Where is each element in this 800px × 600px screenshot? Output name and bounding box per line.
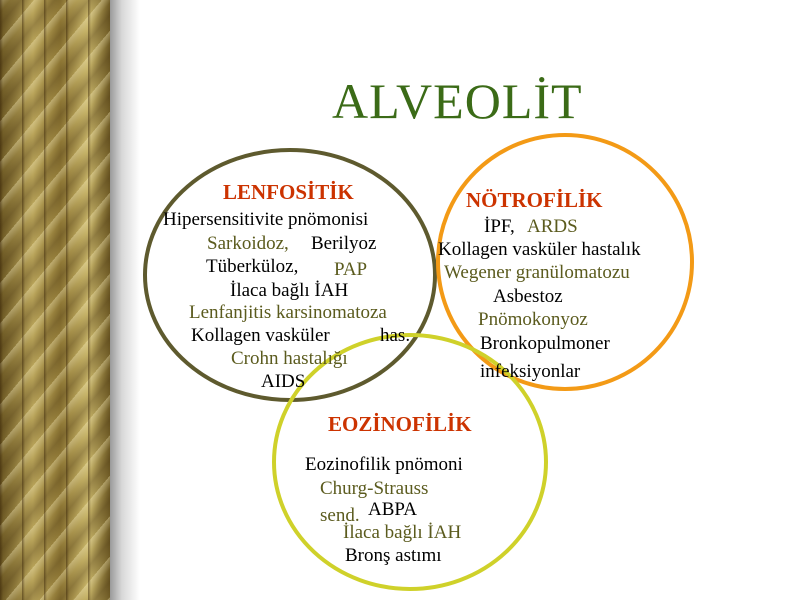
item-pnomokonyoz: Pnömokonyoz: [478, 309, 588, 330]
item-kollagen-notro: Kollagen vasküler hastalık: [438, 239, 641, 260]
item-asbestoz: Asbestoz: [493, 286, 563, 307]
item-ards: ARDS: [527, 216, 578, 237]
item-bronkopulmoner: Bronkopulmoner: [480, 333, 610, 354]
heading-notrofilik: NÖTROFİLİK: [466, 188, 603, 212]
heading-lenfositik: LENFOSİTİK: [223, 180, 354, 204]
item-sarkoidoz: Sarkoidoz,: [207, 233, 289, 254]
item-crohn: Crohn hastalığı: [231, 348, 348, 369]
item-churg-strauss: Churg-Strauss: [320, 478, 429, 499]
item-hipersensitivite: Hipersensitivite pnömonisi: [163, 209, 369, 230]
item-ilaca-eoz: İlaca bağlı İAH: [343, 522, 462, 543]
item-lenfanjitis: Lenfanjitis karsinomatoza: [189, 302, 387, 323]
item-ilaca-lenf: İlaca bağlı İAH: [230, 280, 349, 301]
item-ipf: İPF,: [484, 216, 515, 237]
slide-title: ALVEOLİT: [332, 73, 583, 129]
item-brons-astimi: Bronş astımı: [345, 545, 442, 566]
heading-eozinofilik: EOZİNOFİLİK: [328, 412, 472, 436]
item-wegener: Wegener granülomatozu: [444, 262, 630, 283]
item-pap: PAP: [334, 259, 368, 280]
item-abpa: ABPA: [368, 499, 417, 520]
item-aids: AIDS: [261, 371, 306, 392]
item-eozinofilik-pnomoni: Eozinofilik pnömoni: [305, 454, 463, 475]
item-send: send.: [320, 505, 360, 526]
item-infeksiyonlar: infeksiyonlar: [480, 361, 581, 382]
item-has: has.: [380, 325, 411, 346]
item-berilyoz: Berilyoz: [311, 233, 377, 254]
item-tuberkuloz: Tüberküloz,: [206, 256, 299, 277]
item-kollagen-lenf: Kollagen vasküler: [191, 325, 330, 346]
